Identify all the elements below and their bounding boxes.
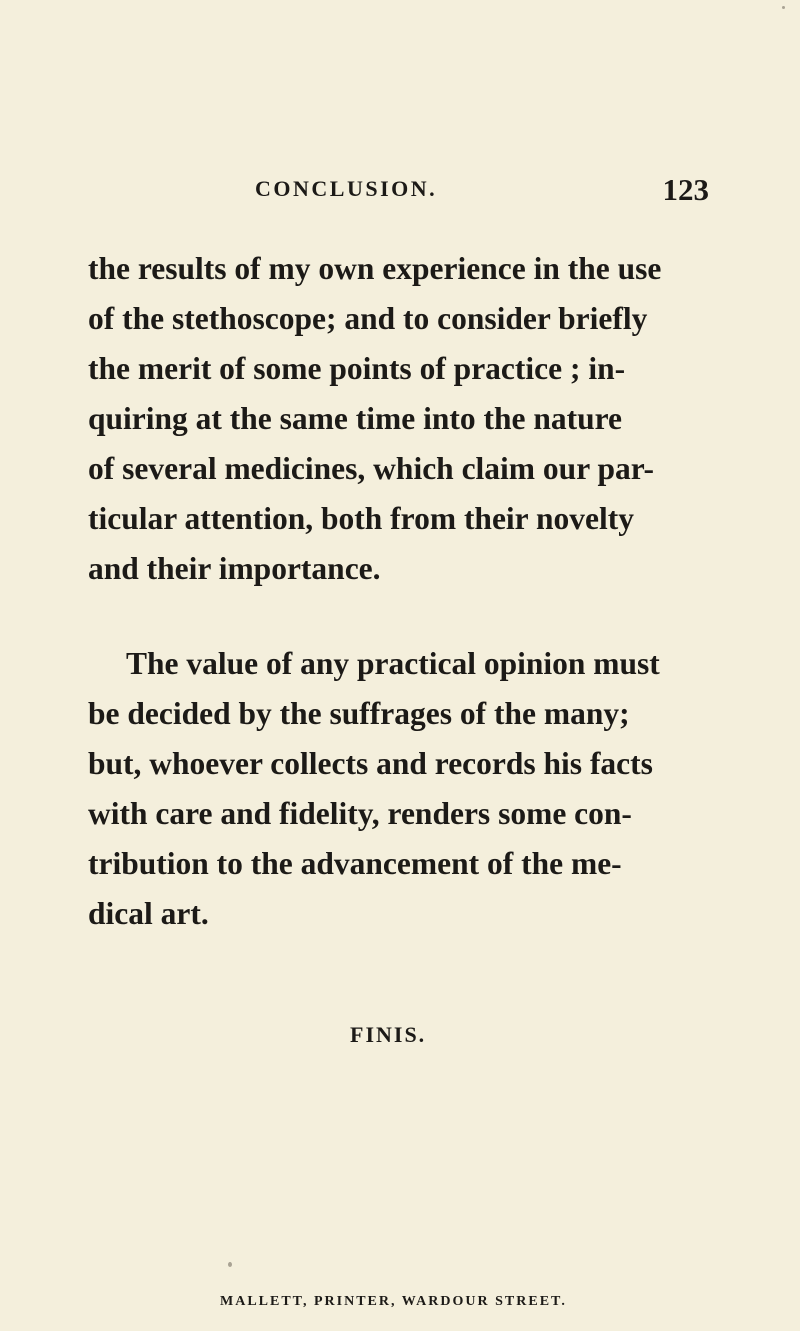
running-head: [255, 172, 725, 212]
ink-speck: [228, 1262, 232, 1267]
text-line: quiring at the same time into the nature: [88, 401, 623, 436]
running-title: CONCLUSION.: [255, 176, 438, 201]
text-line: with care and fidelity, renders some con-: [88, 796, 632, 831]
text-line: of several medicines, which claim our par-: [88, 451, 655, 486]
text-line: and their importance.: [88, 551, 381, 586]
text-line: dical art.: [88, 896, 209, 931]
printer-imprint: MALLETT, PRINTER, WARDOUR STREET.: [220, 1294, 567, 1309]
text-line: be decided by the suffrages of the many;: [88, 696, 630, 731]
text-line: tribution to the advancement of the me-: [88, 846, 622, 881]
finis-mark: FINIS.: [350, 1022, 427, 1047]
text-line: The value of any practical opinion must: [126, 646, 660, 681]
text-line: the merit of some points of practice ; in-: [88, 351, 626, 386]
page-number: 123: [662, 172, 709, 207]
ink-speck: [782, 6, 785, 9]
text-line: but, whoever collects and records his facts: [88, 746, 653, 781]
text-line: the results of my own experience in the use: [88, 251, 662, 286]
text-line: of the stethoscope; and to consider briefly: [88, 301, 648, 336]
text-line: ticular attention, both from their novelty: [88, 501, 634, 536]
